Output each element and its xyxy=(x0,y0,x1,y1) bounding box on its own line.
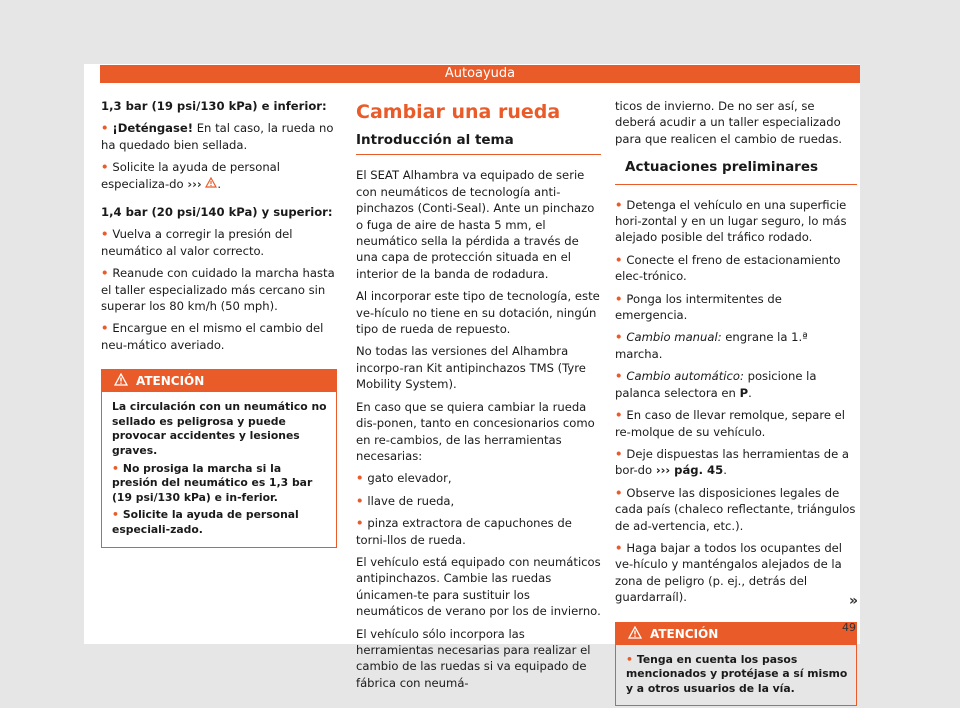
bullet-icon: • xyxy=(112,461,119,475)
bullet-icon: • xyxy=(101,227,109,242)
column-left xyxy=(101,98,337,548)
list-item: • Detenga el vehículo en una superficie hori-zontal y en un lugar seguro, lo más alejado posible del tráfico rodado. xyxy=(615,197,847,245)
bullet-icon: • xyxy=(626,652,633,666)
warning-box-header: ATENCIÓN xyxy=(102,370,336,392)
list-item: • Ponga los intermitentes de emergencia. xyxy=(615,291,782,323)
bullet-icon: • xyxy=(615,330,623,345)
warning-icon xyxy=(114,373,128,386)
list-item: • Observe las disposiciones legales de cada país (chaleco reflectante, triángulos de ad-vertencia, etc.). xyxy=(615,485,856,533)
subheading-high-pressure: 1,4 bar (20 psi/140 kPa) y superior: xyxy=(101,205,333,220)
list-item: • pinza extractora de capuchones de torni-llos de rueda. xyxy=(356,516,572,547)
bullet-icon: • xyxy=(356,471,364,486)
warning-box-header: ATENCIÓN xyxy=(616,623,856,645)
section-title: Introducción al tema xyxy=(356,132,601,155)
bullet-icon: • xyxy=(112,508,119,522)
reference-arrow[interactable]: ››› xyxy=(187,176,202,191)
warning-box-body xyxy=(616,645,856,706)
list-item: • Cambio automático: posicione la palanca selectora en P. xyxy=(615,369,817,400)
column-right: ticos de invierno. De no ser así, se deberá acudir a un taller especializado para que realicen el cambio de ruedas. Actuaciones preliminares • Detenga el vehículo en una superficie hori-zontal y en un lugar seguro, lo más alejado posible del tráfico rodado. • Conecte el freno de estacionamiento elec-trónico. • Ponga los intermitentes de emergencia. • Cambio manual: engrane la 1.ª marcha. • Cambio automático: posicione la palanca selectora en P. • En caso de llevar remolque, separe el re-molque de su vehículo. • Deje dispuestas las herramientas de a bor-do ››› pág. 45. • Observe las disposiciones legales de cada país (chaleco reflectante, triángulos de ad-vertencia, etc.). • Haga bajar a todos los ocupantes del ve-hículo y manténgalos alejados de la zona de peligro (p. ej., detrás del guardarraíl). ATENCIÓN • Tenga en cuenta los pasos mencionados y protéjase a sí mismo y a otros usuarios de la vía. xyxy=(615,98,857,706)
warning-box xyxy=(615,622,857,707)
bullet-icon: • xyxy=(615,408,623,423)
section-header: Autoayuda xyxy=(100,65,860,83)
subheading-low-pressure: 1,3 bar (19 psi/130 kPa) e inferior: xyxy=(101,99,327,113)
list-item: • Conecte el freno de estacionamiento elec-trónico. xyxy=(615,252,841,284)
list-item: • Cambio manual: engrane la 1.ª marcha. xyxy=(615,330,808,361)
list-item: • llave de rueda, xyxy=(356,493,455,508)
list-item: • Solicite la ayuda de personal especializa-do ››› . xyxy=(101,160,280,191)
page-title: Cambiar una rueda xyxy=(356,101,561,123)
continue-marker: » xyxy=(849,593,859,609)
bullet-icon: • xyxy=(101,321,109,336)
list-item: • No prosiga la marcha si la presión del neumático es 1,3 bar (19 psi/130 kPa) e in-ferior. xyxy=(112,461,313,504)
bullet-icon: • xyxy=(615,252,623,267)
list-item: • Reanude con cuidado la marcha hasta el taller especializado más cercano sin superar los 80 km/h (50 mph). xyxy=(101,266,335,314)
warning-icon xyxy=(205,177,217,188)
bullet-icon: • xyxy=(615,485,623,500)
bullet-icon: • xyxy=(356,493,364,508)
bullet-icon: • xyxy=(615,446,623,461)
bullet-icon: • xyxy=(615,540,623,555)
bullet-icon: • xyxy=(101,121,109,136)
page-reference-link[interactable]: ››› pág. 45 xyxy=(655,463,724,478)
list-item: • Encargue en el mismo el cambio del neu-mático averiado. xyxy=(101,321,324,352)
bullet-icon: • xyxy=(101,160,109,175)
list-item: • Deje dispuestas las herramientas de a bor-do ››› pág. 45. xyxy=(615,446,850,478)
list-item: • Vuelva a corregir la presión del neumático al valor correcto. xyxy=(101,227,293,258)
bullet-icon: • xyxy=(615,197,623,212)
bullet-icon: • xyxy=(101,266,109,281)
bullet-icon: • xyxy=(615,369,623,384)
list-item: • ¡Deténgase! En tal caso, la rueda no ha quedado bien sellada. xyxy=(101,121,334,152)
warning-box-body: La circulación con un neumático no sellado es peligrosa y puede provocar accidentes y lesiones graves. • No prosiga la marcha si la presión del neumático es 1,3 bar (19 psi/130 kPa) e in-ferior. • Solicite la ayuda de personal especiali-zado. xyxy=(112,400,327,537)
list-item: • Tenga en cuenta los pasos mencionados y protéjase a sí mismo y a otros usuarios de la vía. xyxy=(626,652,848,695)
section-title: Actuaciones preliminares xyxy=(615,153,857,184)
warning-box xyxy=(101,369,337,547)
list-item: • En caso de llevar remolque, separe el re-molque de su vehículo. xyxy=(615,408,846,439)
list-item: • Solicite la ayuda de personal especiali-zado. xyxy=(112,508,299,537)
column-middle: Cambiar una rueda Introducción al tema El SEAT Alhambra va equipado de serie con neumáticos de tecnología anti-pinchazos (Conti-Seal). Ante un pinchazo o fuga de aire de hasta 5 mm, el neumático sella la pérdida a través de una capa de protección situada en el interior de la banda de rodadura. Al incorporar este tipo de tecnología, este ve-hículo no tiene en su dotación, ningún tipo de rueda de repuesto. No todas las versiones del Alhambra incorpo-ran Kit antipinchazos TMS (Tyre Mobility System). En caso que se quiera cambiar la rueda dis-ponen, tanto en concesionarios como en re-cambios, de las herramientas necesarias: • gato elevador, • llave de rueda, • pinza extractora de capuchones de torni-llos de rueda. El vehículo está equipado con neumáticos antipinchazos. Cambie las ruedas únicamen-te para sustituir los neumáticos de verano por los de invierno. El vehículo sólo incorpora las herramientas necesarias para realizar el cambio de las ruedas si va equipado de fábrica con neumá- xyxy=(356,101,601,690)
list-item: • gato elevador, xyxy=(356,471,452,486)
warning-icon xyxy=(628,626,642,639)
page-number: 49 xyxy=(842,621,856,634)
bullet-icon: • xyxy=(615,291,623,306)
list-item: • Haga bajar a todos los ocupantes del ve-hículo y manténgalos alejados de la zona de peligro (p. ej., detrás del guardarraíl). xyxy=(615,540,843,605)
bullet-icon: • xyxy=(356,516,364,531)
